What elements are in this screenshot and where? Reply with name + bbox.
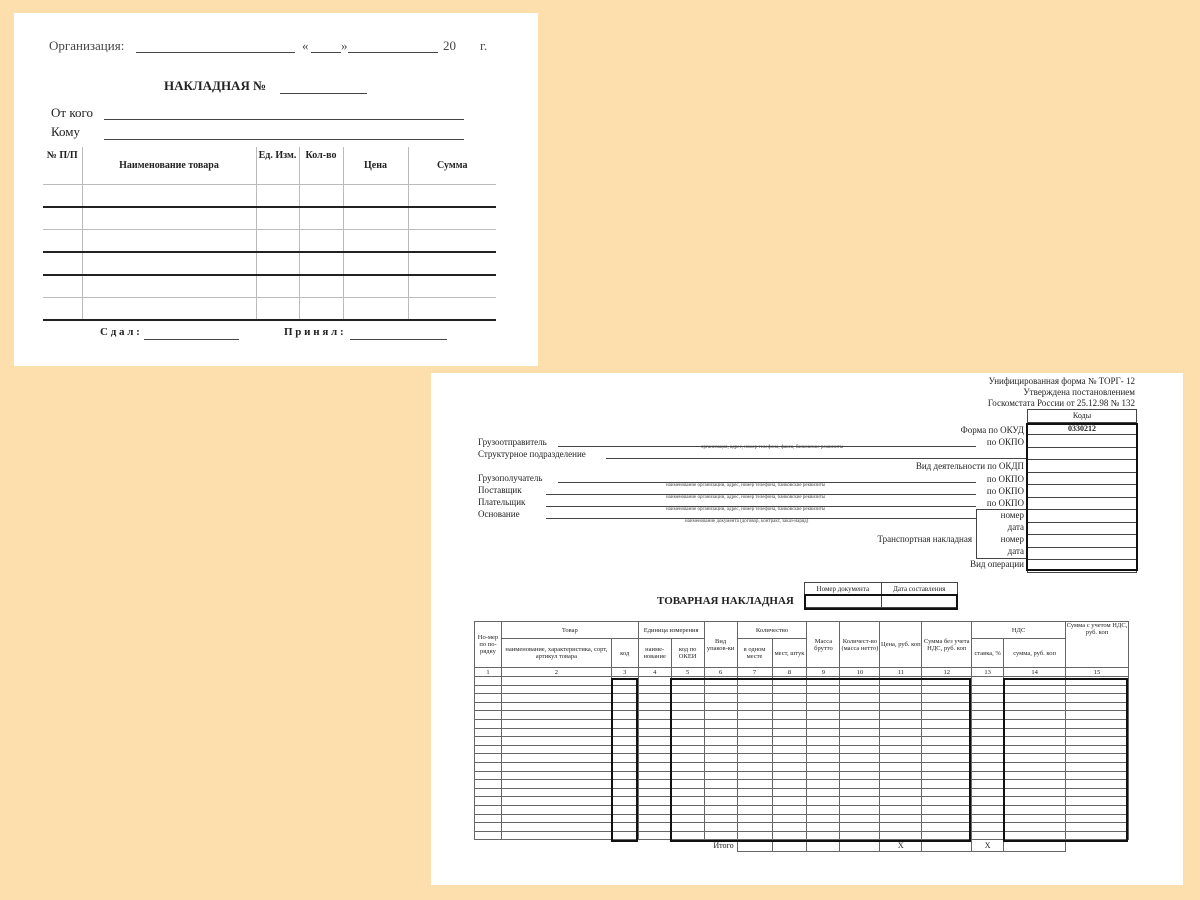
okpo-label-shipper: по ОКПО xyxy=(986,437,1024,447)
col-num-4: 4 xyxy=(638,668,671,677)
col-unit-okei: код по ОКЕИ xyxy=(671,639,704,668)
torg12-title: ТОВАРНАЯ НАКЛАДНАЯ xyxy=(657,595,794,607)
okdp-label: Вид деятельности по ОКДП xyxy=(915,461,1024,471)
year-prefix: 20 xyxy=(443,38,456,53)
month-line xyxy=(348,52,438,53)
table-row xyxy=(43,298,496,321)
col-num-12: 12 xyxy=(922,668,972,677)
col-qty: Количество xyxy=(737,622,807,639)
date-quote-open: « xyxy=(302,38,309,53)
col-unit: Ед. Изм. xyxy=(256,147,299,185)
code-column-frame xyxy=(611,678,638,842)
transport-number-label: номер xyxy=(1000,534,1024,544)
col-qty-one: в одном месте xyxy=(737,639,772,668)
from-label: От кого xyxy=(51,105,93,120)
codes-header: Коды xyxy=(1028,410,1137,423)
okpo-label-consignee: по ОКПО xyxy=(986,474,1024,484)
col-quantity: Кол-во xyxy=(299,147,343,185)
form-header-line3: Госкомстата России от 25.12.98 № 132 xyxy=(987,398,1135,408)
year-suffix: г. xyxy=(480,38,488,53)
division-label: Структурное подразделение xyxy=(478,449,586,459)
shipper-label: Грузоотправитель xyxy=(478,437,547,447)
total-x-mark: X xyxy=(880,840,922,852)
col-goods: Товар xyxy=(501,622,638,639)
col-unit-name: наиме-нование xyxy=(638,639,671,668)
table-row xyxy=(43,230,496,253)
col-qty-places: мест, штук xyxy=(772,639,807,668)
date-quote-close: » xyxy=(341,38,348,53)
col-num-9: 9 xyxy=(807,668,840,677)
main-columns-frame xyxy=(670,678,971,842)
col-vat-sum: сумма, руб. коп xyxy=(1004,639,1066,668)
col-code: код xyxy=(611,639,638,668)
col-num-6: 6 xyxy=(704,668,737,677)
col-num-11: 11 xyxy=(880,668,922,677)
col-goods-name: наименование, характеристика, сорт, артикул товара xyxy=(501,639,611,668)
docnum-header: Номер документа xyxy=(805,583,882,595)
col-number: Но-мер по по-рядку xyxy=(475,622,502,668)
form-header-line1: Унифицированная форма № ТОРГ- 12 xyxy=(988,376,1135,386)
form-header-line2: Утверждена постановлением xyxy=(1023,387,1135,397)
col-vat-rate: ставка, % xyxy=(972,639,1004,668)
col-unit: Единица измерения xyxy=(638,622,704,639)
col-num-2: 2 xyxy=(501,668,611,677)
basis-hint: наименование документа (договор, контракт, заказ-наряд) xyxy=(685,519,809,524)
handed-signature-line xyxy=(144,339,239,340)
col-num-8: 8 xyxy=(772,668,807,677)
simple-invoice-form xyxy=(14,13,538,366)
received-label: П р и н я л : xyxy=(284,326,344,338)
col-number: № П/П xyxy=(43,147,82,185)
from-line xyxy=(104,119,464,120)
day-line xyxy=(311,52,341,53)
column-number-row xyxy=(475,668,1129,677)
table-row xyxy=(43,252,496,275)
okud-code: 0330212 xyxy=(1028,422,1137,435)
payer-hint: наименование организации, адрес, номер телефона, банковские реквизиты xyxy=(666,507,826,512)
basis-number-label: номер xyxy=(1000,510,1024,520)
col-num-10: 10 xyxy=(840,668,880,677)
docnum-frame xyxy=(804,594,958,610)
payer-label: Плательщик xyxy=(478,497,526,507)
division-line xyxy=(606,458,1026,459)
col-num-14: 14 xyxy=(1004,668,1066,677)
col-sum-vat: Сумма с учетом НДС, руб. коп xyxy=(1066,622,1129,668)
organization-line xyxy=(136,52,295,53)
table-row xyxy=(43,275,496,298)
col-price: Цена, руб. коп xyxy=(880,622,922,668)
codes-frame xyxy=(1026,423,1138,571)
col-num-13: 13 xyxy=(972,668,1004,677)
col-sum-novat: Сумма без учета НДС, руб. коп xyxy=(922,622,972,668)
col-gross: Масса брутто xyxy=(807,622,840,668)
col-num-3: 3 xyxy=(611,668,638,677)
handed-label: С д а л : xyxy=(100,326,140,338)
org-hint: организация, адрес, номер телефона, факса, банковские реквизиты xyxy=(701,445,844,450)
supplier-hint: наименование организации, адрес, номер телефона, банковские реквизиты xyxy=(666,495,826,500)
goods-table-header xyxy=(43,147,496,185)
docdate-header: Дата составления xyxy=(881,583,957,595)
operation-label: Вид операции xyxy=(970,559,1024,569)
table-row xyxy=(43,207,496,230)
col-product-name: Наименование товара xyxy=(82,147,256,185)
col-num-5: 5 xyxy=(671,668,704,677)
col-price: Цена xyxy=(343,147,408,185)
col-sum: Сумма xyxy=(408,147,496,185)
invoice-title: НАКЛАДНАЯ № xyxy=(164,78,267,93)
transport-date-label: дата xyxy=(1007,546,1024,556)
basis-label: Основание xyxy=(478,509,520,519)
okud-label: Форма по ОКУД xyxy=(960,425,1024,435)
total-x-mark: X xyxy=(972,840,1004,852)
goods-header-row1 xyxy=(475,622,1129,639)
basis-date-label: дата xyxy=(1007,522,1024,532)
supplier-label: Поставщик xyxy=(478,485,522,495)
consignee-label: Грузополучатель xyxy=(478,473,543,483)
vat-columns-frame xyxy=(1003,678,1128,842)
col-num-7: 7 xyxy=(737,668,772,677)
okpo-label-supplier: по ОКПО xyxy=(986,486,1024,496)
torg12-invoice-form xyxy=(431,373,1183,885)
total-label: Итого xyxy=(713,841,734,851)
goods-table xyxy=(43,147,496,321)
col-vat: НДС xyxy=(972,622,1066,639)
col-pack: Вид упаков-ки xyxy=(704,622,737,668)
transport-label: Транспортная накладная xyxy=(877,534,972,544)
okpo-label-payer: по ОКПО xyxy=(986,498,1024,508)
goods-header-row2 xyxy=(475,639,1129,668)
organization-label: Организация: xyxy=(49,38,125,53)
col-num-15: 15 xyxy=(1066,668,1129,677)
col-net: Количест-во (масса нетто) xyxy=(840,622,880,668)
table-row xyxy=(43,185,496,208)
consignee-hint: наименование организации, адрес, номер телефона, банковские реквизиты xyxy=(666,483,826,488)
to-label: Кому xyxy=(51,124,81,139)
invoice-number-line xyxy=(280,93,367,94)
col-num-1: 1 xyxy=(475,668,502,677)
to-line xyxy=(104,139,464,140)
received-signature-line xyxy=(350,339,447,340)
